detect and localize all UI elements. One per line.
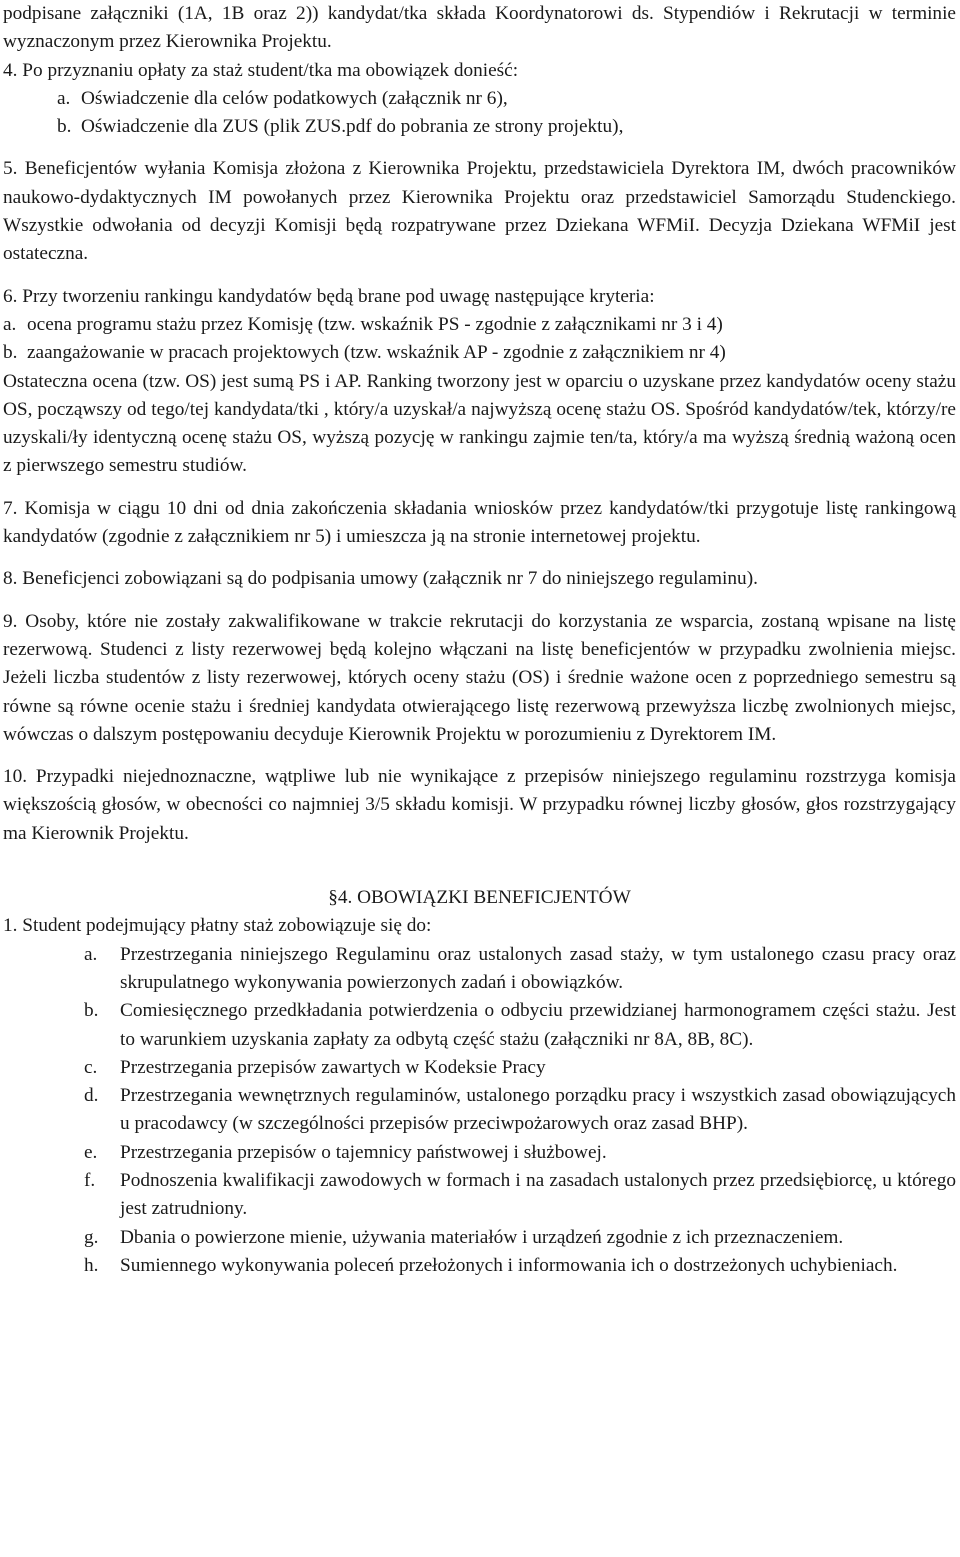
obligation-item-a [3, 941, 956, 998]
obligations-intro: 1. Student podejmujący płatny staż zobowiązuje się do: [3, 915, 432, 937]
point-8-paragraph: 8. Beneficjenci zobowiązani są do podpisania umowy (załącznik nr 7 do niniejszego regulaminu). [3, 568, 758, 590]
obligation-item-h [3, 1252, 956, 1280]
obligation-item-e-label: e. [84, 1141, 98, 1163]
point-4-item-b [3, 113, 956, 141]
point-6-item-a [3, 311, 956, 339]
point-4-item-b-text: Oświadczenie dla ZUS (plik ZUS.pdf do pobrania ze strony projektu), [81, 116, 624, 138]
obligation-item-f-text: Podnoszenia kwalifikacji zawodowych w formach i na zasadach ustalonych przez przedsiębiorcę, u którego jest zatrudniony. [120, 1169, 956, 1220]
obligation-item-a-label: a. [84, 943, 98, 965]
section-point-6 [3, 283, 956, 481]
obligation-item-g-label: g. [84, 1226, 99, 1248]
point-4-item-b-label: b. [57, 116, 72, 138]
obligation-item-f-label: f. [84, 1169, 96, 1191]
point-4-item-a [3, 85, 956, 113]
point-4-item-a-label: a. [57, 87, 71, 109]
obligation-item-c [3, 1054, 956, 1082]
obligation-item-g-text: Dbania o powierzone mienie, używania materiałów i urządzeń zgodnie z ich przeznaczeniem. [120, 1226, 844, 1248]
obligation-item-a-text: Przestrzegania niniejszego Regulaminu oraz ustalonych zasad staży, w tym ustalonego czasu pracy oraz skrupulatnego wykonywania powierzonych zadań i obowiązków. [120, 943, 956, 993]
point-10-paragraph: 10. Przypadki niejednoznaczne, wątpliwe lub nie wynikające z przepisów niniejszego regulaminu rozstrzyga komisja większością głosów, w obecności co najmniej 3/5 składu komisji. W przypadku równej liczby głosów, głos rozstrzygający ma Kierownik Projektu. [3, 766, 956, 844]
section-heading: §4. OBOWIĄZKI BENEFICJENTÓW [328, 887, 631, 909]
section-point-4 [3, 57, 956, 142]
obligation-item-b [3, 997, 956, 1054]
point-6-title: 6. Przy tworzeniu rankingu kandydatów będą brane pod uwagę następujące kryteria: [3, 285, 655, 307]
obligation-item-e [3, 1139, 956, 1167]
obligation-item-g [3, 1224, 956, 1252]
point-6-item-a-label: a. [3, 313, 17, 335]
point-4-title: 4. Po przyznaniu opłaty za staż student/tka ma obowiązek donieść: [3, 59, 519, 81]
point-7-paragraph: 7. Komisja w ciągu 10 dni od dnia zakończenia składania wniosków przez kandydatów/tki przygotuje listę rankingową kandydatów (zgodnie z załącznikiem nr 5) i umieszcza ją na stronie internetowej projektu. [3, 497, 956, 548]
obligation-item-h-text: Sumiennego wykonywania poleceń przełożonych i informowania ich o dostrzeżonych uchybieniach. [120, 1254, 898, 1276]
intro-paragraph: podpisane załączniki (1A, 1B oraz 2)) kandydat/tka składa Koordynatorowi ds. Stypendiów i Rekrutacji w terminie wyznaczonym przez Kierownika Projektu. [3, 3, 956, 53]
obligation-item-f [3, 1167, 956, 1224]
obligation-item-b-text: Comiesięcznego przedkładania potwierdzenia o odbyciu przewidzianej harmonogramem części stażu. Jest to warunkiem uzyskania zapłaty za odbytą część stażu (załączniki nr 8A, 8B, 8C). [120, 1000, 956, 1050]
obligation-item-d-label: d. [84, 1085, 99, 1107]
obligation-item-d [3, 1082, 956, 1139]
point-6-tail: Ostateczna ocena (tzw. OS) jest sumą PS i AP. Ranking tworzony jest w oparciu o uzyskane przez kandydatów oceny stażu OS, począwszy od tego/tej kandydata/tki , który/a uzyskał/a najwyższą ocenę stażu OS. Spośród kandydatów/tek, którzy/re uzyskali/ły identyczną ocenę stażu OS, wyższą pozycję w rankingu zajmie ten/ta, który/a ma wyższą średnią ważoną ocen z pierwszego semestru studiów. [3, 370, 956, 477]
obligation-item-b-label: b. [84, 1000, 99, 1022]
point-6-item-b-text: zaangażowanie w pracach projektowych (tzw. wskaźnik AP - zgodnie z załącznikiem nr 4) [27, 342, 726, 364]
point-5-paragraph: 5. Beneficjentów wyłania Komisja złożona z Kierownika Projektu, przedstawiciela Dyrektora IM, dwóch pracowników naukowo-dydaktycznych IM powołanych przez Kierownika Projektu oraz przedstawiciel Samorządu Studenckiego. Wszystkie odwołania od decyzji Komisji będą rozpatrywane przez Dziekana WFMiI. Decyzja Dziekana WFMiI jest ostateczna. [3, 158, 956, 265]
obligation-item-d-text: Przestrzegania wewnętrznych regulaminów, ustalonego porządku pracy i wszystkich zasad obowiązujących u pracodawcy (w szczególności przepisów przeciwpożarowych oraz zasad BHP). [120, 1085, 956, 1135]
section-obligations [3, 884, 956, 1280]
obligation-item-h-label: h. [84, 1254, 99, 1276]
obligation-item-c-label: c. [84, 1056, 98, 1078]
obligation-item-e-text: Przestrzegania przepisów o tajemnicy państwowej i służbowej. [120, 1141, 607, 1163]
point-9-paragraph: 9. Osoby, które nie zostały zakwalifikowane w trakcie rekrutacji do korzystania ze wsparcia, zostaną wpisane na listę rezerwową. Studenci z listy rezerwowej będą kolejno włączani na listę beneficjentów w przypadku zwolnienia miejsc. Jeżeli liczba studentów z listy rezerwowej, których oceny stażu (OS) i średnie ważone ocen z poprzedniego semestru są równe są równe ocenie stażu i średniej kandydata otwierającego listę rezerwową przewyższa liczbę zwolnionych miejsc, wówczas o dalszym postępowaniu decyduje Kierownik Projektu w porozumieniu z Dyrektorem IM. [3, 610, 956, 745]
point-6-item-b [3, 339, 956, 367]
obligation-item-c-text: Przestrzegania przepisów zawartych w Kodeksie Pracy [120, 1056, 546, 1078]
point-6-item-a-text: ocena programu stażu przez Komisję (tzw. wskaźnik PS - zgodnie z załącznikami nr 3 i 4) [27, 313, 723, 335]
point-4-item-a-text: Oświadczenie dla celów podatkowych (załącznik nr 6), [81, 87, 508, 109]
point-6-item-b-label: b. [3, 342, 18, 364]
